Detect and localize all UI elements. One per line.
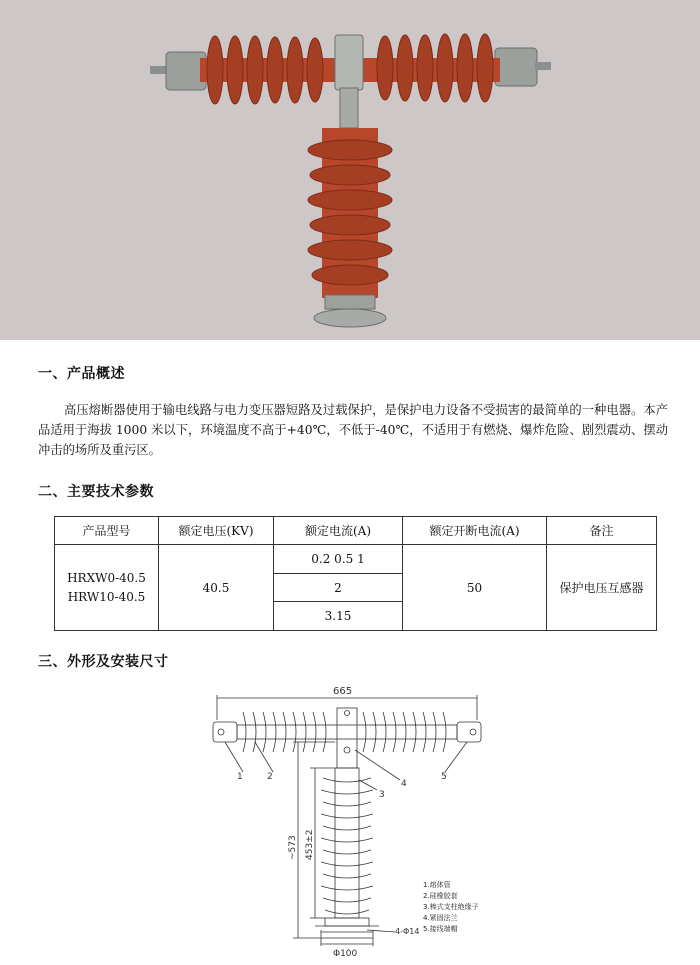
legend-item: 1.熔体管	[423, 881, 451, 889]
dim-holes: 4-Φ14	[395, 927, 420, 936]
callout-2: 2	[267, 772, 273, 782]
specs-table	[54, 516, 657, 631]
cell-model	[55, 545, 159, 631]
overview-paragraph	[38, 400, 668, 460]
fuse-photo-illustration	[0, 0, 700, 340]
dim-width: 665	[333, 686, 353, 697]
drawing-legend	[423, 880, 479, 935]
legend-item: 5.接线端帽	[423, 925, 458, 933]
specs-row	[55, 545, 657, 574]
header-remark: 备注	[547, 517, 657, 545]
model-2: HRW10-40.5	[67, 589, 146, 604]
product-photo	[0, 0, 700, 340]
model-1: HRXW0-40.5	[67, 570, 146, 585]
callout-4: 4	[401, 779, 407, 789]
cell-current-3: 3.15	[274, 602, 403, 631]
overview-text: 高压熔断器使用于输电线路与电力变压器短路及过载保护，是保护电力设备不受损害的最简单的一种电器。本产品适用于海拔 1000 米以下，环境温度不高于+40℃，不低于-40℃，不适用于有燃烧、爆炸危险、剧烈震动、摆动冲击的场所及重污区。	[38, 403, 668, 457]
overview-heading: 一、产品概述	[38, 366, 125, 382]
callout-1: 1	[237, 772, 243, 782]
legend-item: 4.紧固法兰	[423, 914, 458, 922]
cell-remark: 保护电压互感器	[547, 545, 657, 631]
dimensions-heading: 三、外形及安装尺寸	[38, 654, 169, 670]
specs-header-row	[55, 517, 657, 545]
legend-item: 3.棒式支柱绝缘子	[423, 903, 479, 911]
cell-voltage: 40.5	[159, 545, 274, 631]
specs-heading: 二、主要技术参数	[38, 484, 154, 500]
dim-base: Φ100	[333, 949, 358, 959]
callout-3: 3	[379, 790, 385, 800]
cell-current-2: 2	[274, 574, 403, 602]
dim-height-column: 453±2	[305, 829, 315, 860]
header-current: 额定电流(A)	[274, 517, 403, 545]
legend-item: 2.硅橡胶套	[423, 892, 458, 900]
header-breaking-current: 额定开断电流(A)	[403, 517, 547, 545]
header-model: 产品型号	[55, 517, 159, 545]
cell-breaking-current: 50	[403, 545, 547, 631]
callout-5: 5	[441, 772, 447, 782]
cell-current-1: 0.2 0.5 1	[274, 545, 403, 574]
dim-height-total: ~573	[288, 835, 298, 860]
header-voltage: 额定电压(KV)	[159, 517, 274, 545]
